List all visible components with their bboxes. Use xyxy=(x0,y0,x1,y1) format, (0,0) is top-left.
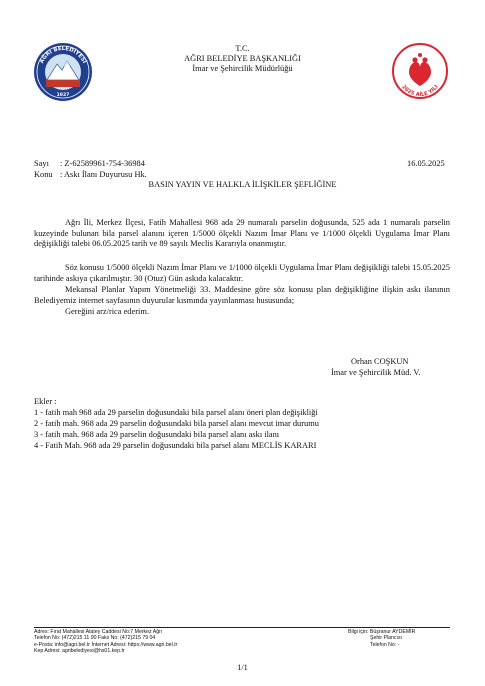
footer-left xyxy=(34,629,177,655)
ekler-item-2: 2 - fatih mah. 968 ada 29 parselin doğusundaki bila parsel alanı mevcut imar durumu xyxy=(34,419,319,428)
document-date: 16.05.2025 xyxy=(407,159,445,168)
body-paragraph-3: Mekansal Planlar Yapım Yönetmeliği 33. Maddesine göre söz konusu plan değişikliğine ilişkin askı ilanının Belediyemiz internet sayfasının duyurular kısmında yayınlanması hususunda; xyxy=(34,285,450,305)
ekler-item-1: 1 - fatih mah 968 ada 29 parselin doğusundaki bila parsel alanı öneri plan değişikliği xyxy=(34,408,318,417)
footer-kep: Kep Adresi: agribelediyesi@hs01.kep.tr xyxy=(34,648,125,655)
svg-text:AĞRI BELEDİYESİ: AĞRI BELEDİYESİ xyxy=(39,45,88,65)
svg-text:2025 AİLE YILI: 2025 AİLE YILI xyxy=(400,84,440,99)
body-paragraph-2: Söz konusu 1/5000 ölçekli Nazım İmar Planı ve 1/1000 ölçekli Uygulama İmar Planı değişikliği talebi 15.05.2025 tarihinde askıya çıkarılmıştır. 30 (Otuz) Gün askıda kalacaktır. xyxy=(34,263,450,283)
sayi-row xyxy=(34,159,145,170)
ekler-item-4: 4 - Fatih Mah. 968 ada 29 parselin doğusundaki bila parsel alanı MECLİS KARARI xyxy=(34,441,317,450)
header-tc: T.C. xyxy=(235,44,250,53)
footer-email: e-Posta: info@agri.bel.tr İnternet Adresi: https://www.agri.bel.tr xyxy=(34,641,178,648)
svg-text:1927: 1927 xyxy=(56,93,70,98)
footer-contact-person: Bilgi için: Büşranur AYDEMİR xyxy=(348,629,416,635)
signatory-title: İmar ve Şehircilik Müd. V. xyxy=(331,368,421,377)
page-number: 1/1 xyxy=(237,663,248,672)
footer-contact-phone: Telefon No: - xyxy=(370,641,400,648)
konu-row xyxy=(34,170,147,181)
footer-divider xyxy=(34,627,450,628)
family-year-logo xyxy=(391,42,449,100)
footer-address: Adres: Fırat Mahallesi Atatey Caddesi No:7 Merkez Ağrı xyxy=(34,629,163,635)
footer-contact-role: Şehir Plancısı xyxy=(370,635,403,642)
footer-phone: Telefon No: (472)215 11 90 Faks No: (472)215 79 04 xyxy=(34,635,156,642)
sayi-label: Sayı xyxy=(34,159,49,168)
sayi-value: : Z-62589961-754-36984 xyxy=(60,159,145,168)
header-institution: AĞRI BELEDİYE BAŞKANLIĞI xyxy=(184,54,301,63)
body-paragraph-4: Gereğini arz/rica ederim. xyxy=(65,307,149,316)
konu-value: : Askı İlanı Duyurusu Hk. xyxy=(60,170,147,179)
header-department: İmar ve Şehircilik Müdürlüğü xyxy=(192,64,293,73)
signatory-name: Orhan COŞKUN xyxy=(351,357,409,366)
konu-label: Konu xyxy=(34,170,53,179)
ekler-item-3: 3 - fatih mah. 968 ada 29 parselin doğusundaki bila parsel alanı askı ilanı xyxy=(34,430,280,439)
ekler-label: Ekler : xyxy=(34,397,57,406)
recipient-title: BASIN YAYIN VE HALKLA İLİŞKİLER ŞEFLİĞİNE xyxy=(148,180,337,189)
body-paragraph-1: Ağrı İli, Merkez İlçesi, Fatih Mahallesi 968 ada 29 numaralı parselin doğusunda, 525 ada 1 numaralı parselin kuzeyinde bulunan bila parsel alanını içeren 1/5000 ölçekli Nazım İmar Planı ve 1/1000 ölçekli Uygulama İmar Planı değişikliği talebi 06.05.2025 tarih ve 89 sayılı Meclis Kararıyla onanmıştır. xyxy=(34,218,450,249)
footer-right xyxy=(348,629,415,648)
